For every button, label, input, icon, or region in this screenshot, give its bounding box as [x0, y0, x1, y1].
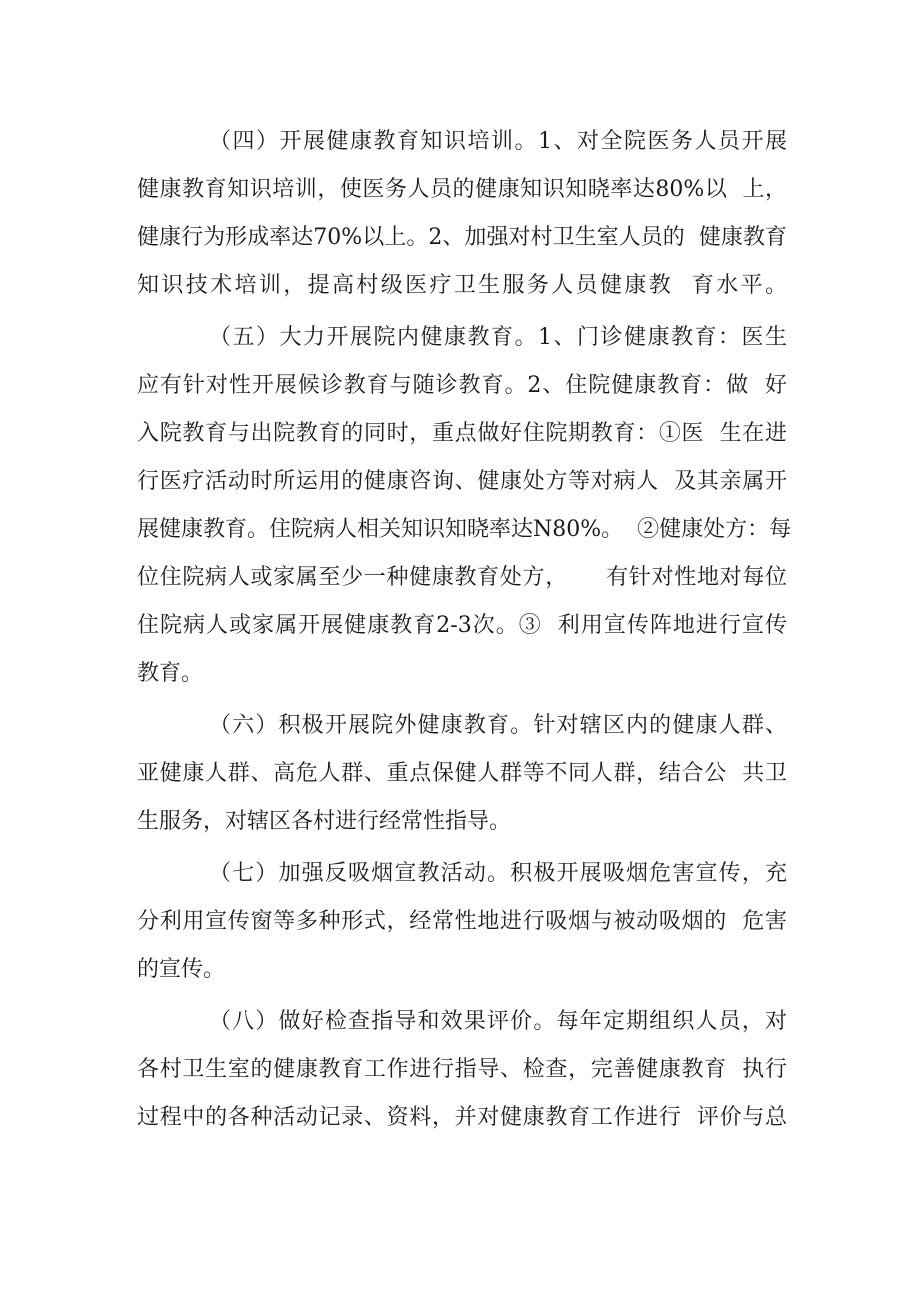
paragraph-5-line-6: 位住院病人或家属至少一种健康教育处方， 有针对性地对每位 — [137, 565, 787, 590]
paragraph-5-line-8: 教育。 — [137, 661, 204, 686]
paragraph-6-line-3: 生服务，对辖区各村进行经常性指导。 — [137, 809, 512, 834]
paragraph-5-line-7: 住院病人或家属开展健康教育2-3次。③ 利用宣传阵地进行宣传 — [137, 613, 787, 638]
paragraph-6-line-1: （六）积极开展院外健康教育。针对辖区内的健康人群、 — [209, 713, 787, 738]
paragraph-8-line-1: （八）做好检查指导和效果评价。每年定期组织人员，对 — [209, 1009, 787, 1034]
paragraph-4-line-2: 健康教育知识培训，使医务人员的健康知识知晓率达80%以 上， — [137, 177, 787, 202]
paragraph-4-line-4: 知识技术培训，提高村级医疗卫生服务人员健康教 育水平。 — [137, 273, 787, 298]
paragraph-5-line-2: 应有针对性开展候诊教育与随诊教育。2、住院健康教育：做 好 — [137, 373, 787, 398]
paragraph-4-line-3: 健康行为形成率达70%以上。2、加强对村卫生室人员的 健康教育 — [137, 225, 787, 250]
paragraph-6-line-2: 亚健康人群、高危人群、重点保健人群等不同人群，结合公 共卫 — [137, 761, 787, 786]
paragraph-7-line-3: 的宣传。 — [137, 957, 226, 982]
paragraph-5-line-3: 入院教育与出院教育的同时，重点做好住院期教育：①医 生在进 — [137, 421, 787, 446]
paragraph-5-line-5: 展健康教育。住院病人相关知识知晓率达N80%。 ②健康处方：每 — [137, 517, 792, 542]
paragraph-8-line-2: 各村卫生室的健康教育工作进行指导、检查，完善健康教育 执行 — [137, 1057, 787, 1082]
paragraph-7-line-2: 分利用宣传窗等多种形式，经常性地进行吸烟与被动吸烟的 危害 — [137, 909, 787, 934]
paragraph-8-line-3: 过程中的各种活动记录、资料，并对健康教育工作进行 评价与总 — [137, 1105, 787, 1130]
paragraph-4-line-1: （四）开展健康教育知识培训。1、对全院医务人员开展 — [209, 129, 787, 154]
paragraph-5-line-1: （五）大力开展院内健康教育。1、门诊健康教育：医生 — [209, 325, 787, 350]
paragraph-7-line-1: （七）加强反吸烟宣教活动。积极开展吸烟危害宣传，充 — [209, 861, 787, 886]
paragraph-5-line-4: 行医疗活动时所运用的健康咨询、健康处方等对病人 及其亲属开 — [137, 469, 787, 494]
